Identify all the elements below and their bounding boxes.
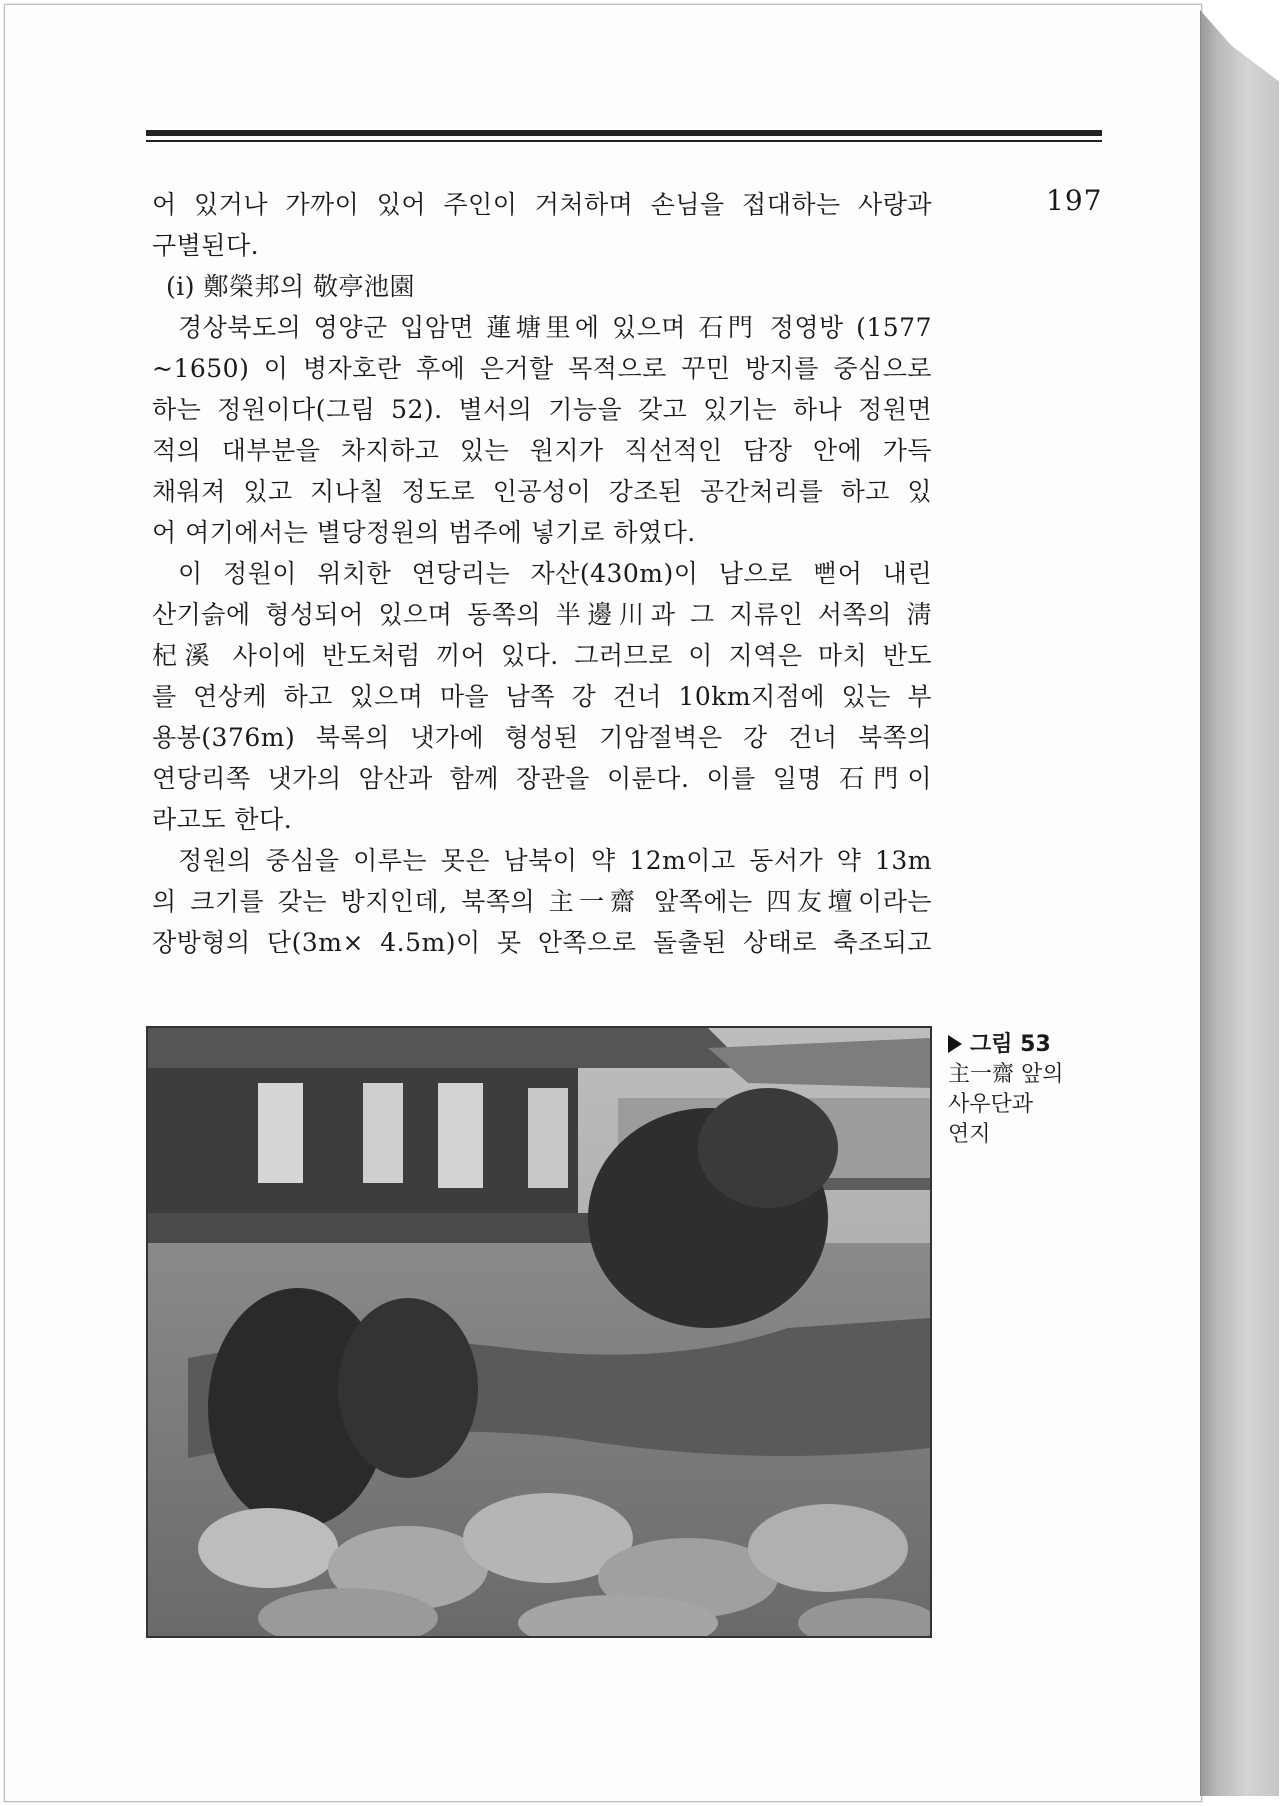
- text-line: 산기슭에 형성되어 있으며 동쪽의 半邊川과 그 지류인 서쪽의 淸: [152, 600, 932, 629]
- caption-line: 主一齋 앞의: [948, 1062, 1064, 1087]
- text-line: 채워져 있고 지나칠 정도로 인공성이 강조된 공간처리를 하고 있: [152, 477, 932, 506]
- page-stack-edge: [1200, 10, 1279, 1796]
- text-line: 하는 정원이다(그림 52). 별서의 기능을 갖고 있기는 하나 정원면: [152, 395, 932, 424]
- section-heading: (i) 鄭榮邦의 敬亭池園: [166, 272, 416, 301]
- text-line: 경상북도의 영양군 입암면 蓮塘里에 있으며 石門 정영방 (1577: [178, 313, 932, 342]
- text-line: 용봉(376m) 북록의 냇가에 형성된 기암절벽은 강 건너 북쪽의: [152, 723, 932, 752]
- text-line: 杞溪 사이에 반도처럼 끼어 있다. 그러므로 이 지역은 마치 반도: [152, 641, 932, 670]
- figure-caption: [948, 1030, 1088, 1150]
- body-text: [152, 184, 932, 963]
- text-line: 구별된다.: [152, 231, 260, 260]
- figure-label: 그림 53: [970, 1032, 1051, 1057]
- garden-photo: [146, 1026, 932, 1638]
- header-rule: [146, 130, 1102, 136]
- text-line: 정원의 중심을 이루는 못은 남북이 약 12m이고 동서가 약 13m: [178, 846, 932, 875]
- text-line: 의 크기를 갖는 방지인데, 북쪽의 主一齋 앞쪽에는 四友壇이라는: [152, 887, 932, 916]
- text-line: 이 정원이 위치한 연당리는 자산(430m)이 남으로 뻗어 내린: [178, 559, 932, 588]
- header-rule-thin: [146, 140, 1102, 142]
- page-number: 197: [1046, 184, 1103, 217]
- text-line: 라고도 한다.: [152, 805, 293, 834]
- triangle-marker-icon: [948, 1035, 962, 1053]
- text-line: 어 여기에서는 별당정원의 범주에 넣기로 하였다.: [152, 518, 696, 547]
- caption-line: 사우단과: [948, 1092, 1034, 1117]
- figure-label-line: [948, 1030, 1088, 1060]
- text-line: 를 연상케 하고 있으며 마을 남쪽 강 건너 10km지점에 있는 부: [152, 682, 932, 711]
- text-line: 장방형의 단(3m× 4.5m)이 못 안쪽으로 돌출된 상태로 축조되고: [152, 928, 932, 957]
- text-line: ~1650) 이 병자호란 후에 은거할 목적으로 꾸민 방지를 중심으로: [152, 354, 932, 383]
- caption-line: 연지: [948, 1122, 991, 1147]
- text-line: 적의 대부분을 차지하고 있는 원지가 직선적인 담장 안에 가득: [152, 436, 932, 465]
- text-line: 어 있거나 가까이 있어 주인이 거처하며 손님을 접대하는 사랑과: [152, 190, 932, 219]
- text-line: 연당리쪽 냇가의 암산과 함께 장관을 이룬다. 이를 일명 石門이: [152, 764, 932, 793]
